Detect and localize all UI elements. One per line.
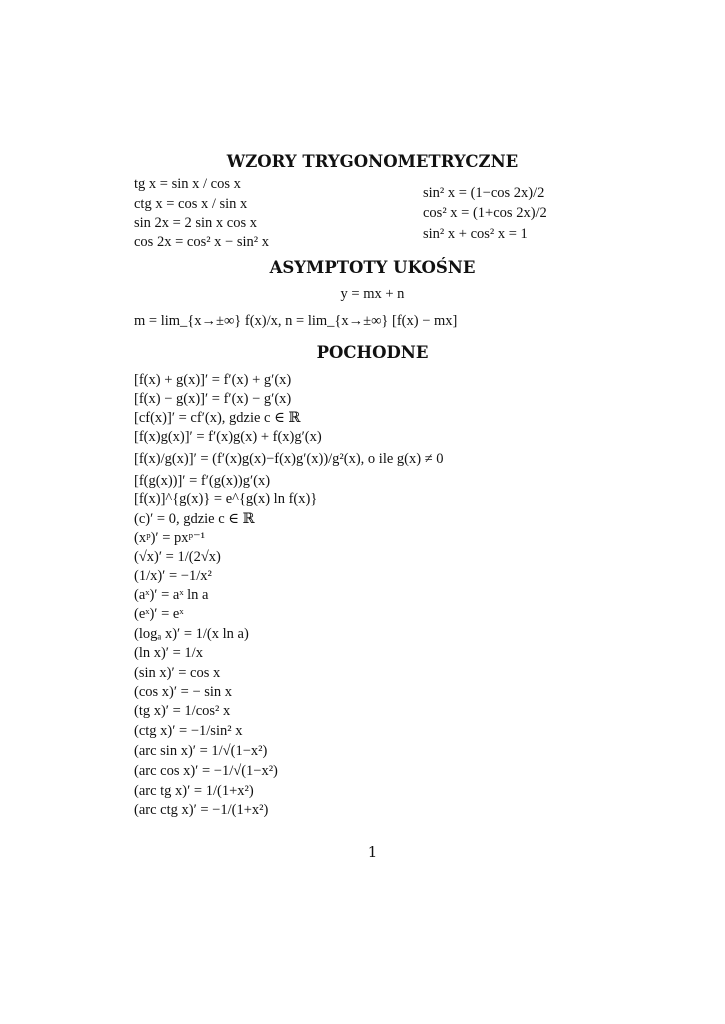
section-title-asymptotes: ASYMPTOTY UKOŚNE [269,258,476,277]
derivative-logarithm-a: (logₐ x)′ = 1/(x ln a) [134,626,249,642]
section-title-derivatives: POCHODNE [316,343,429,362]
trig-formula-cos-squared: cos² x = (1+cos 2x)/2 [423,205,547,221]
derivative-natural-log: (ln x)′ = 1/x [134,645,203,661]
derivative-rule-product: [f(x)g(x)]′ = f′(x)g(x) + f(x)g′(x) [134,429,322,445]
asymptote-limits-formula: m = lim_{x→±∞} f(x)/x, n = lim_{x→±∞} [f(x) − mx] [134,313,458,329]
derivative-rule-quotient: [f(x)/g(x)]′ = (f′(x)g(x)−f(x)g′(x))/g²(x), o ile g(x) ≠ 0 [134,451,444,467]
derivative-cos: (cos x)′ = − sin x [134,684,233,700]
derivative-sin: (sin x)′ = cos x [134,665,221,681]
derivative-rule-constant-multiple: [cf(x)]′ = cf′(x), gdzie c ∈ ℝ [134,410,301,426]
trig-formula-tg: tg x = sin x / cos x [134,176,241,192]
asymptote-line-equation: y = mx + n [340,286,405,302]
trig-formula-sin2x: sin 2x = 2 sin x cos x [134,215,257,231]
derivative-arcctg: (arc ctg x)′ = −1/(1+x²) [134,802,269,818]
derivative-arccos: (arc cos x)′ = −1/√(1−x²) [134,763,278,779]
trig-formula-ctg: ctg x = cos x / sin x [134,196,248,212]
trig-formula-cos2x: cos 2x = cos² x − sin² x [134,234,270,250]
page-number: 1 [367,843,378,861]
derivative-exponential-a: (aˣ)′ = aˣ ln a [134,587,209,603]
derivative-exponential-e: (eˣ)′ = eˣ [134,606,184,622]
trig-formula-pythagorean: sin² x + cos² x = 1 [423,226,528,242]
trig-formula-sin-squared: sin² x = (1−cos 2x)/2 [423,185,545,201]
derivative-rule-power-of-function: [f(x)]^{g(x)} = e^{g(x) ln f(x)} [134,491,318,507]
derivative-rule-difference: [f(x) − g(x)]′ = f′(x) − g′(x) [134,391,292,407]
derivative-arcsin: (arc sin x)′ = 1/√(1−x²) [134,743,268,759]
derivative-reciprocal: (1/x)′ = −1/x² [134,568,212,584]
derivative-power: (xᵖ)′ = pxᵖ⁻¹ [134,530,206,546]
derivative-tg: (tg x)′ = 1/cos² x [134,703,231,719]
derivative-sqrt: (√x)′ = 1/(2√x) [134,549,221,565]
derivative-rule-chain: [f(g(x))]′ = f′(g(x))g′(x) [134,473,271,489]
derivative-arctg: (arc tg x)′ = 1/(1+x²) [134,783,254,799]
derivative-rule-sum: [f(x) + g(x)]′ = f′(x) + g′(x) [134,372,292,388]
derivative-constant: (c)′ = 0, gdzie c ∈ ℝ [134,511,255,527]
section-title-trig: WZORY TRYGONOMETRYCZNE [226,152,519,171]
derivative-ctg: (ctg x)′ = −1/sin² x [134,723,243,739]
